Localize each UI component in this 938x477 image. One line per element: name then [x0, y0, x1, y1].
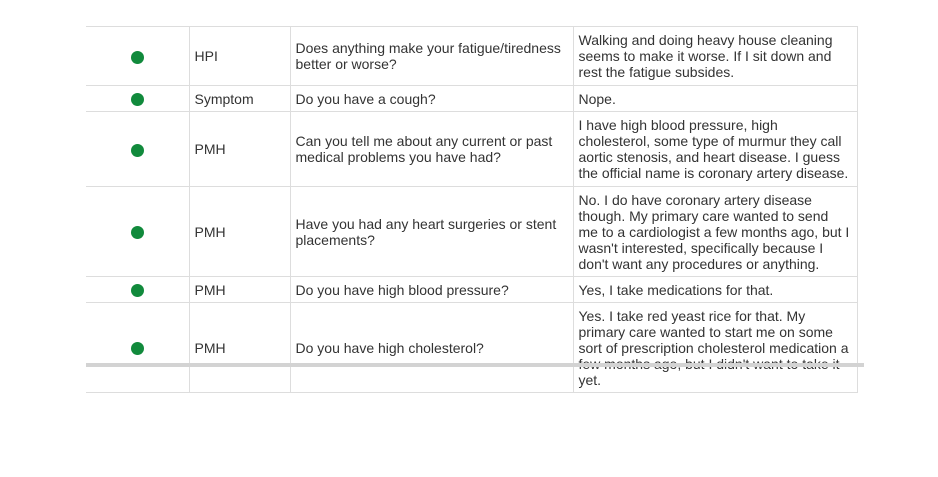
question-cell: Does anything make your fatigue/tiredness better or worse? [290, 27, 573, 86]
status-dot-icon [131, 144, 144, 157]
interview-table-viewport[interactable] [86, 0, 864, 388]
table-row [86, 187, 857, 277]
table-row [86, 303, 857, 393]
scroll-container-bottom-edge [86, 363, 864, 367]
question-cell: Do you have a cough? [290, 86, 573, 112]
question-cell: Do you have high blood pressure? [290, 277, 573, 303]
answer-cell: I have high blood pressure, high cholesterol, some type of murmur they call aortic stenosis, and heart disease. I guess the official name is coronary artery disease. [573, 112, 857, 187]
table-row [86, 277, 857, 303]
status-cell [86, 86, 189, 112]
status-dot-icon [131, 51, 144, 64]
answer-cell: Walking and doing heavy house cleaning seems to make it worse. If I sit down and rest the fatigue subsides. [573, 27, 857, 86]
table-row [86, 27, 857, 86]
table-row [86, 86, 857, 112]
category-cell: HPI [189, 27, 290, 86]
answer-cell: Yes. I take red yeast rice for that. My primary care wanted to start me on some sort of prescription cholesterol medication a yet. [573, 303, 857, 393]
answer-cell: Nope. [573, 86, 857, 112]
status-dot-icon [131, 226, 144, 239]
category-cell: PMH [189, 112, 290, 187]
status-cell [86, 27, 189, 86]
question-cell: Do you have high cholesterol? [290, 303, 573, 393]
status-cell [86, 303, 189, 393]
table-row [86, 112, 857, 187]
status-dot-icon [131, 342, 144, 355]
status-dot-icon [131, 284, 144, 297]
table-body [86, 27, 857, 393]
status-cell [86, 112, 189, 187]
question-cell: Have you had any heart surgeries or stent placements? [290, 187, 573, 277]
answer-cell: Yes, I take medications for that. [573, 277, 857, 303]
status-cell [86, 277, 189, 303]
answer-cell: No. I do have coronary artery disease though. My primary care wanted to send me to a cardiologist a few months ago, but I wasn't interested, specifically because I don't want any procedures or anything. [573, 187, 857, 277]
status-dot-icon [131, 93, 144, 106]
question-cell: Can you tell me about any current or past medical problems you have had? [290, 112, 573, 187]
interview-history-table [86, 26, 858, 393]
status-cell [86, 187, 189, 277]
category-cell: PMH [189, 277, 290, 303]
category-cell: PMH [189, 187, 290, 277]
category-cell: Symptom [189, 86, 290, 112]
category-cell: PMH [189, 303, 290, 393]
